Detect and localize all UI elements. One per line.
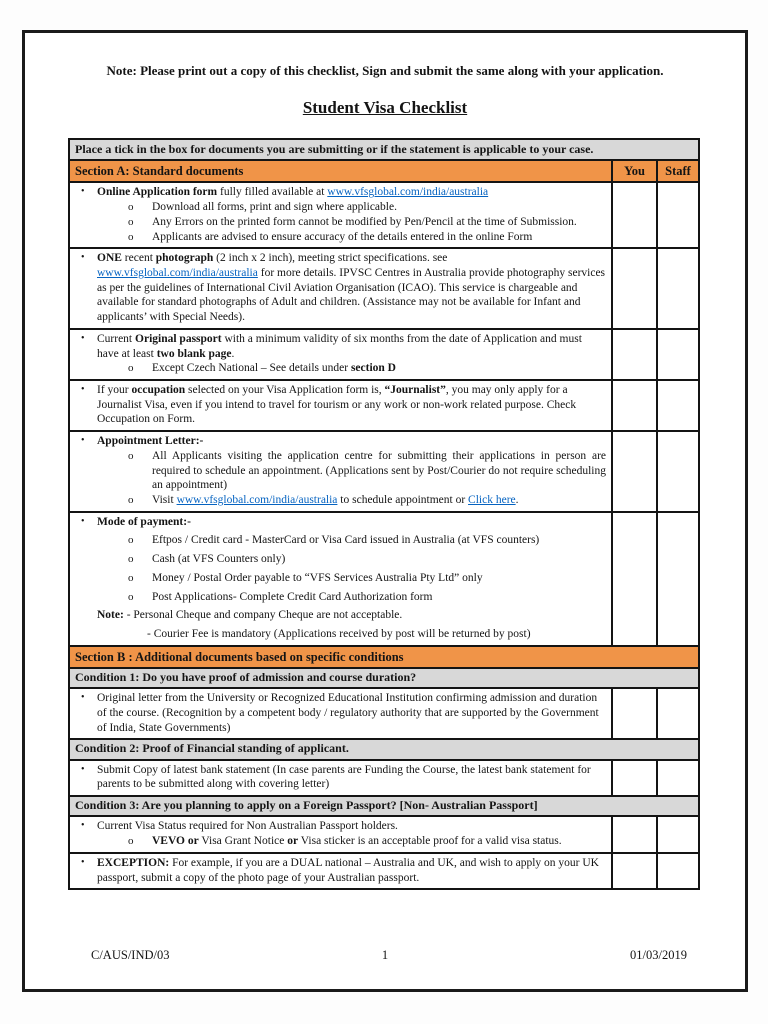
checklist-line — [70, 552, 606, 567]
page-title: Student Visa Checklist — [302, 98, 468, 117]
checklist-line — [70, 763, 606, 792]
staff-tick-cell[interactable] — [657, 853, 699, 889]
bullet-icon: • — [81, 332, 85, 344]
you-tick-cell[interactable] — [612, 760, 657, 796]
row-text-cell — [69, 329, 612, 380]
checklist-line — [70, 571, 606, 586]
you-tick-cell[interactable] — [612, 248, 657, 329]
you-tick-cell[interactable] — [612, 182, 657, 248]
footer-date: 01/03/2019 — [630, 948, 687, 962]
checklist-line — [70, 332, 606, 361]
sub-bullet-icon: o — [128, 449, 134, 462]
staff-tick-cell[interactable] — [657, 816, 699, 852]
sub-bullet-icon: o — [128, 835, 134, 848]
line-text: Current Visa Status required for Non Australian Passport holders. — [97, 820, 398, 833]
checklist-line — [70, 434, 606, 449]
checklist-line — [70, 608, 606, 623]
checklist-line — [70, 251, 606, 325]
sub-bullet-icon: o — [128, 201, 134, 214]
condition-1-title: Condition 1: Do you have proof of admission and course duration? — [69, 668, 699, 688]
row-text-cell — [69, 512, 612, 646]
line-text: Any Errors on the printed form cannot be modified by Pen/Pencil at the time of Submission. — [152, 215, 577, 228]
line-text: Mode of payment:- — [97, 515, 191, 528]
row-passport — [69, 329, 699, 380]
line-text: ONE recent photograph (2 inch x 2 inch), meeting strict specifications. see www.vfsglobal.com/india/australia for more details. IPVSC Centres in Australia provide photography services as per the guidelines of International Civil Aviation Organisation (ICAO). This service is chargeable and available for standard photographs of Adult and children. (Assistance may not be available for Infant and applicants’ with Special Needs). — [97, 252, 606, 324]
line-text: EXCEPTION: For example, if you are a DUAL national – Australia and UK, and wish to apply on your UK passport, submit a copy of the photo page of your Australian passport. — [97, 856, 599, 884]
line-text: Note: - Personal Cheque and company Cheque are not acceptable. — [97, 609, 403, 622]
row-bank-statement — [69, 760, 699, 796]
sub-bullet-icon: o — [128, 362, 134, 375]
row-text-cell — [69, 853, 612, 889]
checklist-line — [70, 590, 606, 605]
row-text-cell — [69, 688, 612, 739]
line-text: Submit Copy of latest bank statement (In case parents are Funding the Course, the latest bank statement for parents to be submitted along with covering letter) — [97, 763, 591, 791]
row-occupation-journalist — [69, 380, 699, 431]
bullet-icon: • — [81, 252, 85, 264]
condition-3-title: Condition 3: Are you planning to apply on a Foreign Passport? [Non- Australian Passport] — [69, 796, 699, 816]
footer-doc-code: C/AUS/IND/03 — [91, 948, 170, 962]
checklist-line — [70, 856, 606, 885]
row-online-application — [69, 182, 699, 248]
bullet-icon: • — [81, 186, 85, 198]
you-tick-cell[interactable] — [612, 853, 657, 889]
row-admission-letter — [69, 688, 699, 739]
bullet-icon: • — [81, 763, 85, 775]
vfsglobal-link[interactable]: www.vfsglobal.com/india/australia — [327, 186, 489, 199]
line-text: Money / Postal Order payable to “VFS Services Australia Pty Ltd” only — [152, 571, 483, 584]
sub-bullet-icon: o — [128, 590, 134, 603]
sub-bullet-icon: o — [128, 534, 134, 547]
row-text-cell — [69, 380, 612, 431]
you-tick-cell[interactable] — [612, 431, 657, 512]
checklist-line — [70, 493, 606, 508]
row-visa-status — [69, 816, 699, 852]
line-text: Except Czech National – See details under section D — [152, 362, 396, 375]
checklist-line — [70, 627, 606, 642]
checklist-line — [70, 185, 606, 200]
footer-page-number: 1 — [381, 948, 389, 962]
bullet-icon: • — [81, 383, 85, 395]
checklist-line — [70, 361, 606, 376]
you-tick-cell[interactable] — [612, 816, 657, 852]
line-text: Original letter from the University or Recognized Educational Institution confirming admission and duration of the course. (Recognition by a competent body / regulatory authority that are supported by the Government of India, State Governments) — [97, 692, 599, 734]
line-text: Cash (at VFS Counters only) — [152, 553, 286, 566]
click-here-link[interactable]: Click here — [468, 494, 516, 507]
staff-tick-cell[interactable] — [657, 248, 699, 329]
checklist-table — [68, 138, 700, 890]
staff-tick-cell[interactable] — [657, 760, 699, 796]
row-text-cell — [69, 182, 612, 248]
checklist-line — [70, 819, 606, 834]
sub-bullet-icon: o — [128, 553, 134, 566]
row-text-cell — [69, 816, 612, 852]
instruction-row — [69, 139, 699, 160]
checklist-line — [70, 515, 606, 530]
condition-1-row — [69, 668, 699, 688]
row-photograph — [69, 248, 699, 329]
checklist-line — [70, 691, 606, 735]
bullet-icon: • — [81, 820, 85, 832]
staff-column-header: Staff — [657, 160, 699, 182]
line-text: Applicants are advised to ensure accuracy of the details entered in the online Form — [152, 230, 533, 243]
checklist-line — [70, 383, 606, 427]
checklist-line — [70, 230, 606, 245]
staff-tick-cell[interactable] — [657, 512, 699, 646]
row-dual-national-exception — [69, 853, 699, 889]
row-text-cell — [69, 431, 612, 512]
row-mode-of-payment — [69, 512, 699, 646]
you-column-header: You — [612, 160, 657, 182]
you-tick-cell[interactable] — [612, 329, 657, 380]
staff-tick-cell[interactable] — [657, 182, 699, 248]
line-text: Visit www.vfsglobal.com/india/australia to schedule appointment or Click here. — [152, 494, 519, 507]
staff-tick-cell[interactable] — [657, 431, 699, 512]
section-a-title: Section A: Standard documents — [69, 160, 612, 182]
bullet-icon: • — [81, 435, 85, 447]
sub-bullet-icon: o — [128, 230, 134, 243]
condition-2-row — [69, 739, 699, 759]
instruction-text: Place a tick in the box for documents you are submitting or if the statement is applicable to your case. — [69, 139, 699, 160]
page-footer — [25, 947, 745, 963]
sub-bullet-icon: o — [128, 215, 134, 228]
line-text: - Courier Fee is mandatory (Applications received by post will be returned by post) — [147, 628, 531, 641]
condition-3-row — [69, 796, 699, 816]
checklist-line — [70, 834, 606, 849]
line-text: Eftpos / Credit card - MasterCard or Visa Card issued in Australia (at VFS counters) — [152, 534, 540, 547]
bullet-icon: • — [81, 692, 85, 704]
condition-2-title: Condition 2: Proof of Financial standing of applicant. — [69, 739, 699, 759]
section-b-header-row — [69, 646, 699, 668]
line-text: All Applicants visiting the application centre for submitting their applications in person are required to schedule an appointment. (Applications sent by Post/Courier do not require scheduling an appointment) — [152, 449, 606, 492]
print-note: Note: Please print out a copy of this checklist, Sign and submit the same along with your application. — [106, 63, 664, 78]
vfsglobal-link[interactable]: www.vfsglobal.com/india/australia — [176, 494, 338, 507]
sub-bullet-icon: o — [128, 571, 134, 584]
you-tick-cell[interactable] — [612, 688, 657, 739]
section-b-title: Section B : Additional documents based on specific conditions — [69, 646, 699, 668]
line-text: Post Applications- Complete Credit Card Authorization form — [152, 590, 433, 603]
line-text: Appointment Letter:- — [97, 435, 204, 448]
row-appointment-letter — [69, 431, 699, 512]
line-text: Download all forms, print and sign where applicable. — [152, 201, 397, 214]
bullet-icon: • — [81, 856, 85, 868]
section-a-header-row — [69, 160, 699, 182]
you-tick-cell[interactable] — [612, 512, 657, 646]
checklist-line — [70, 215, 606, 230]
line-text: Current Original passport with a minimum validity of six months from the date of Application and must have at least two blank page. — [97, 332, 582, 360]
staff-tick-cell[interactable] — [657, 329, 699, 380]
checklist-line — [70, 200, 606, 215]
staff-tick-cell[interactable] — [657, 688, 699, 739]
row-text-cell — [69, 760, 612, 796]
row-text-cell — [69, 248, 612, 329]
checklist-line — [70, 533, 606, 548]
page-border-frame — [22, 30, 748, 992]
line-text: If your occupation selected on your Visa Application form is, “Journalist”, you may only apply for a Journalist Visa, even if you intend to travel for tourism or any work or non-work related purpose. Check Occupation on Form. — [97, 383, 577, 426]
bullet-icon: • — [81, 515, 85, 527]
checklist-line — [70, 449, 606, 493]
you-tick-cell[interactable] — [612, 380, 657, 431]
line-text: Online Application form fully filled available at www.vfsglobal.com/india/australia — [97, 186, 489, 199]
staff-tick-cell[interactable] — [657, 380, 699, 431]
vfsglobal-link[interactable]: www.vfsglobal.com/india/australia — [97, 266, 258, 279]
line-text: VEVO or Visa Grant Notice or Visa sticker is an acceptable proof for a valid visa status. — [152, 835, 562, 848]
sub-bullet-icon: o — [128, 494, 134, 507]
